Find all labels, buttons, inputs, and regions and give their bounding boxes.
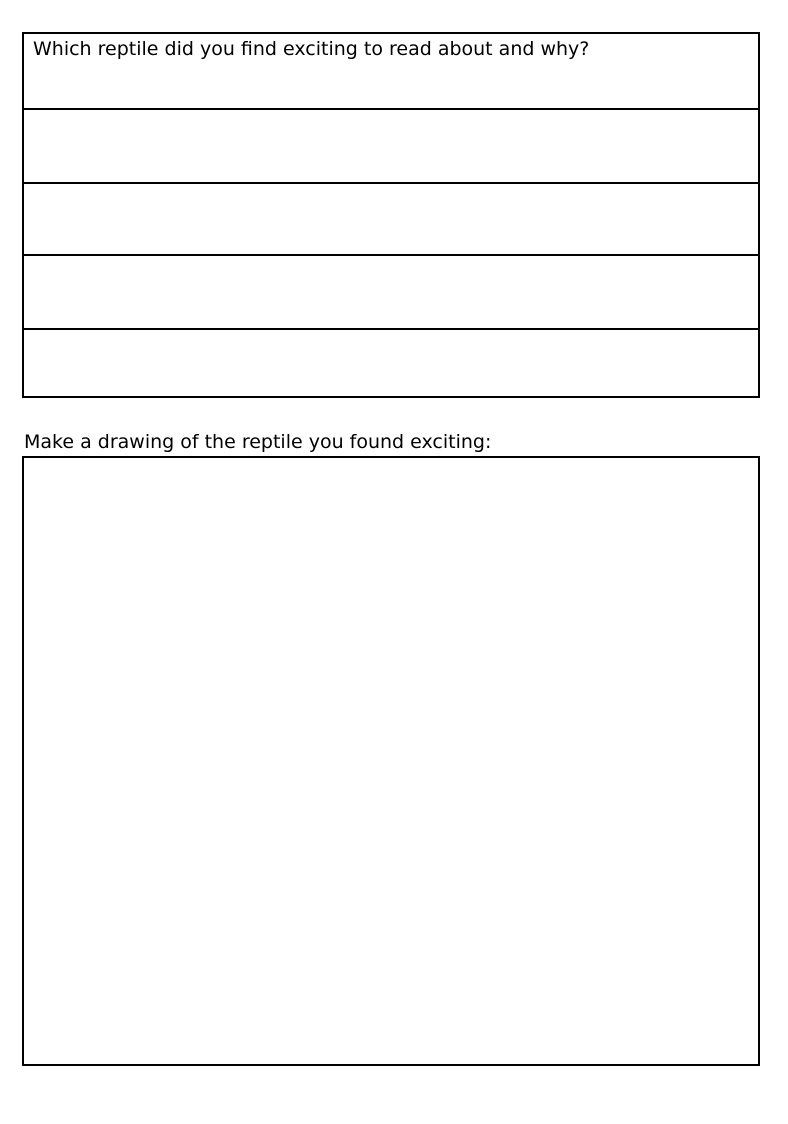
question-text: Which reptile did you find exciting to read about and why? [33, 38, 590, 60]
answer-line-3[interactable] [24, 254, 758, 328]
drawing-box[interactable] [22, 456, 760, 1066]
answer-line-4[interactable] [24, 328, 758, 396]
answer-line-1[interactable] [24, 108, 758, 182]
drawing-prompt: Make a drawing of the reptile you found exciting: [24, 431, 492, 453]
question-row [24, 34, 758, 108]
answer-table [22, 32, 760, 398]
answer-line-2[interactable] [24, 182, 758, 254]
